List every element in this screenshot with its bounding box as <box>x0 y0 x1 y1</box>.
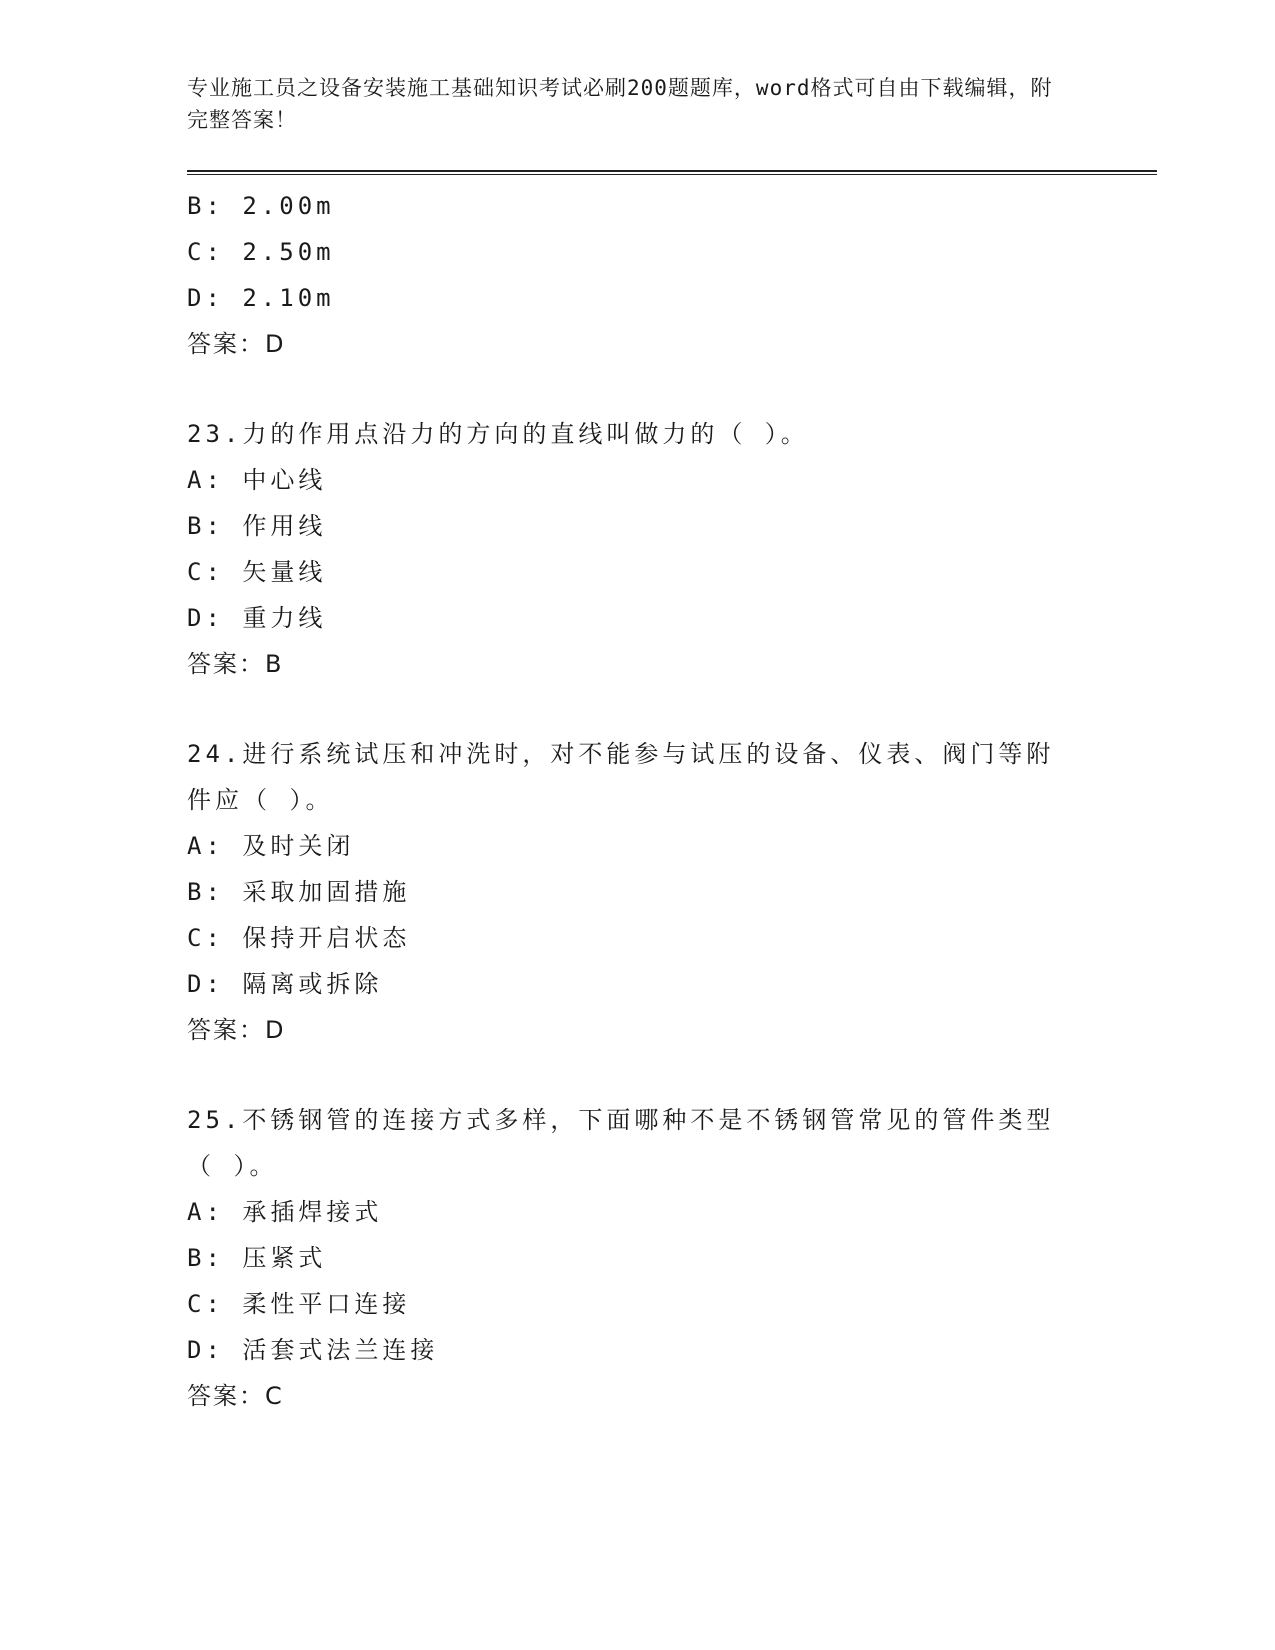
option-d: D: 活套式法兰连接 <box>187 1336 439 1364</box>
question-text: 24.进行系统试压和冲洗时，对不能参与试压的设备、仪表、阀门等附件应（ ）。 <box>187 740 1055 814</box>
question-25 <box>187 1097 1157 1419</box>
answer-line: 答案：D <box>187 330 286 358</box>
question-text: 25.不锈钢管的连接方式多样，下面哪种不是不锈钢管常见的管件类型（ ）。 <box>187 1106 1055 1180</box>
option-c: C: 保持开启状态 <box>187 924 411 952</box>
question-list <box>187 183 1157 1419</box>
option-b: B: 作用线 <box>187 512 327 540</box>
question-text: 23.力的作用点沿力的方向的直线叫做力的（ ）。 <box>187 420 809 448</box>
header-divider <box>187 170 1157 175</box>
option-a: A: 及时关闭 <box>187 832 355 860</box>
option-b: B: 采取加固措施 <box>187 878 411 906</box>
question-24 <box>187 731 1157 1053</box>
question-23 <box>187 411 1157 687</box>
answer-line: 答案：B <box>187 650 284 678</box>
option-d: D: 2.10m <box>187 284 335 312</box>
option-b: B: 2.00m <box>187 192 335 220</box>
option-b: B: 压紧式 <box>187 1244 327 1272</box>
option-a: A: 承插焊接式 <box>187 1198 383 1226</box>
answer-line: 答案：C <box>187 1382 284 1410</box>
option-d: D: 重力线 <box>187 604 327 632</box>
answer-line: 答案：D <box>187 1016 286 1044</box>
option-c: C: 柔性平口连接 <box>187 1290 411 1318</box>
option-d: D: 隔离或拆除 <box>187 970 383 998</box>
document-header: 专业施工员之设备安装施工基础知识考试必刷200题题库，word格式可自由下载编辑，附完整答案！ <box>187 76 1053 132</box>
option-a: A: 中心线 <box>187 466 327 494</box>
question-22-continued <box>187 183 1157 367</box>
option-c: C: 矢量线 <box>187 558 327 586</box>
option-c: C: 2.50m <box>187 238 335 266</box>
document-page <box>187 72 1157 1419</box>
